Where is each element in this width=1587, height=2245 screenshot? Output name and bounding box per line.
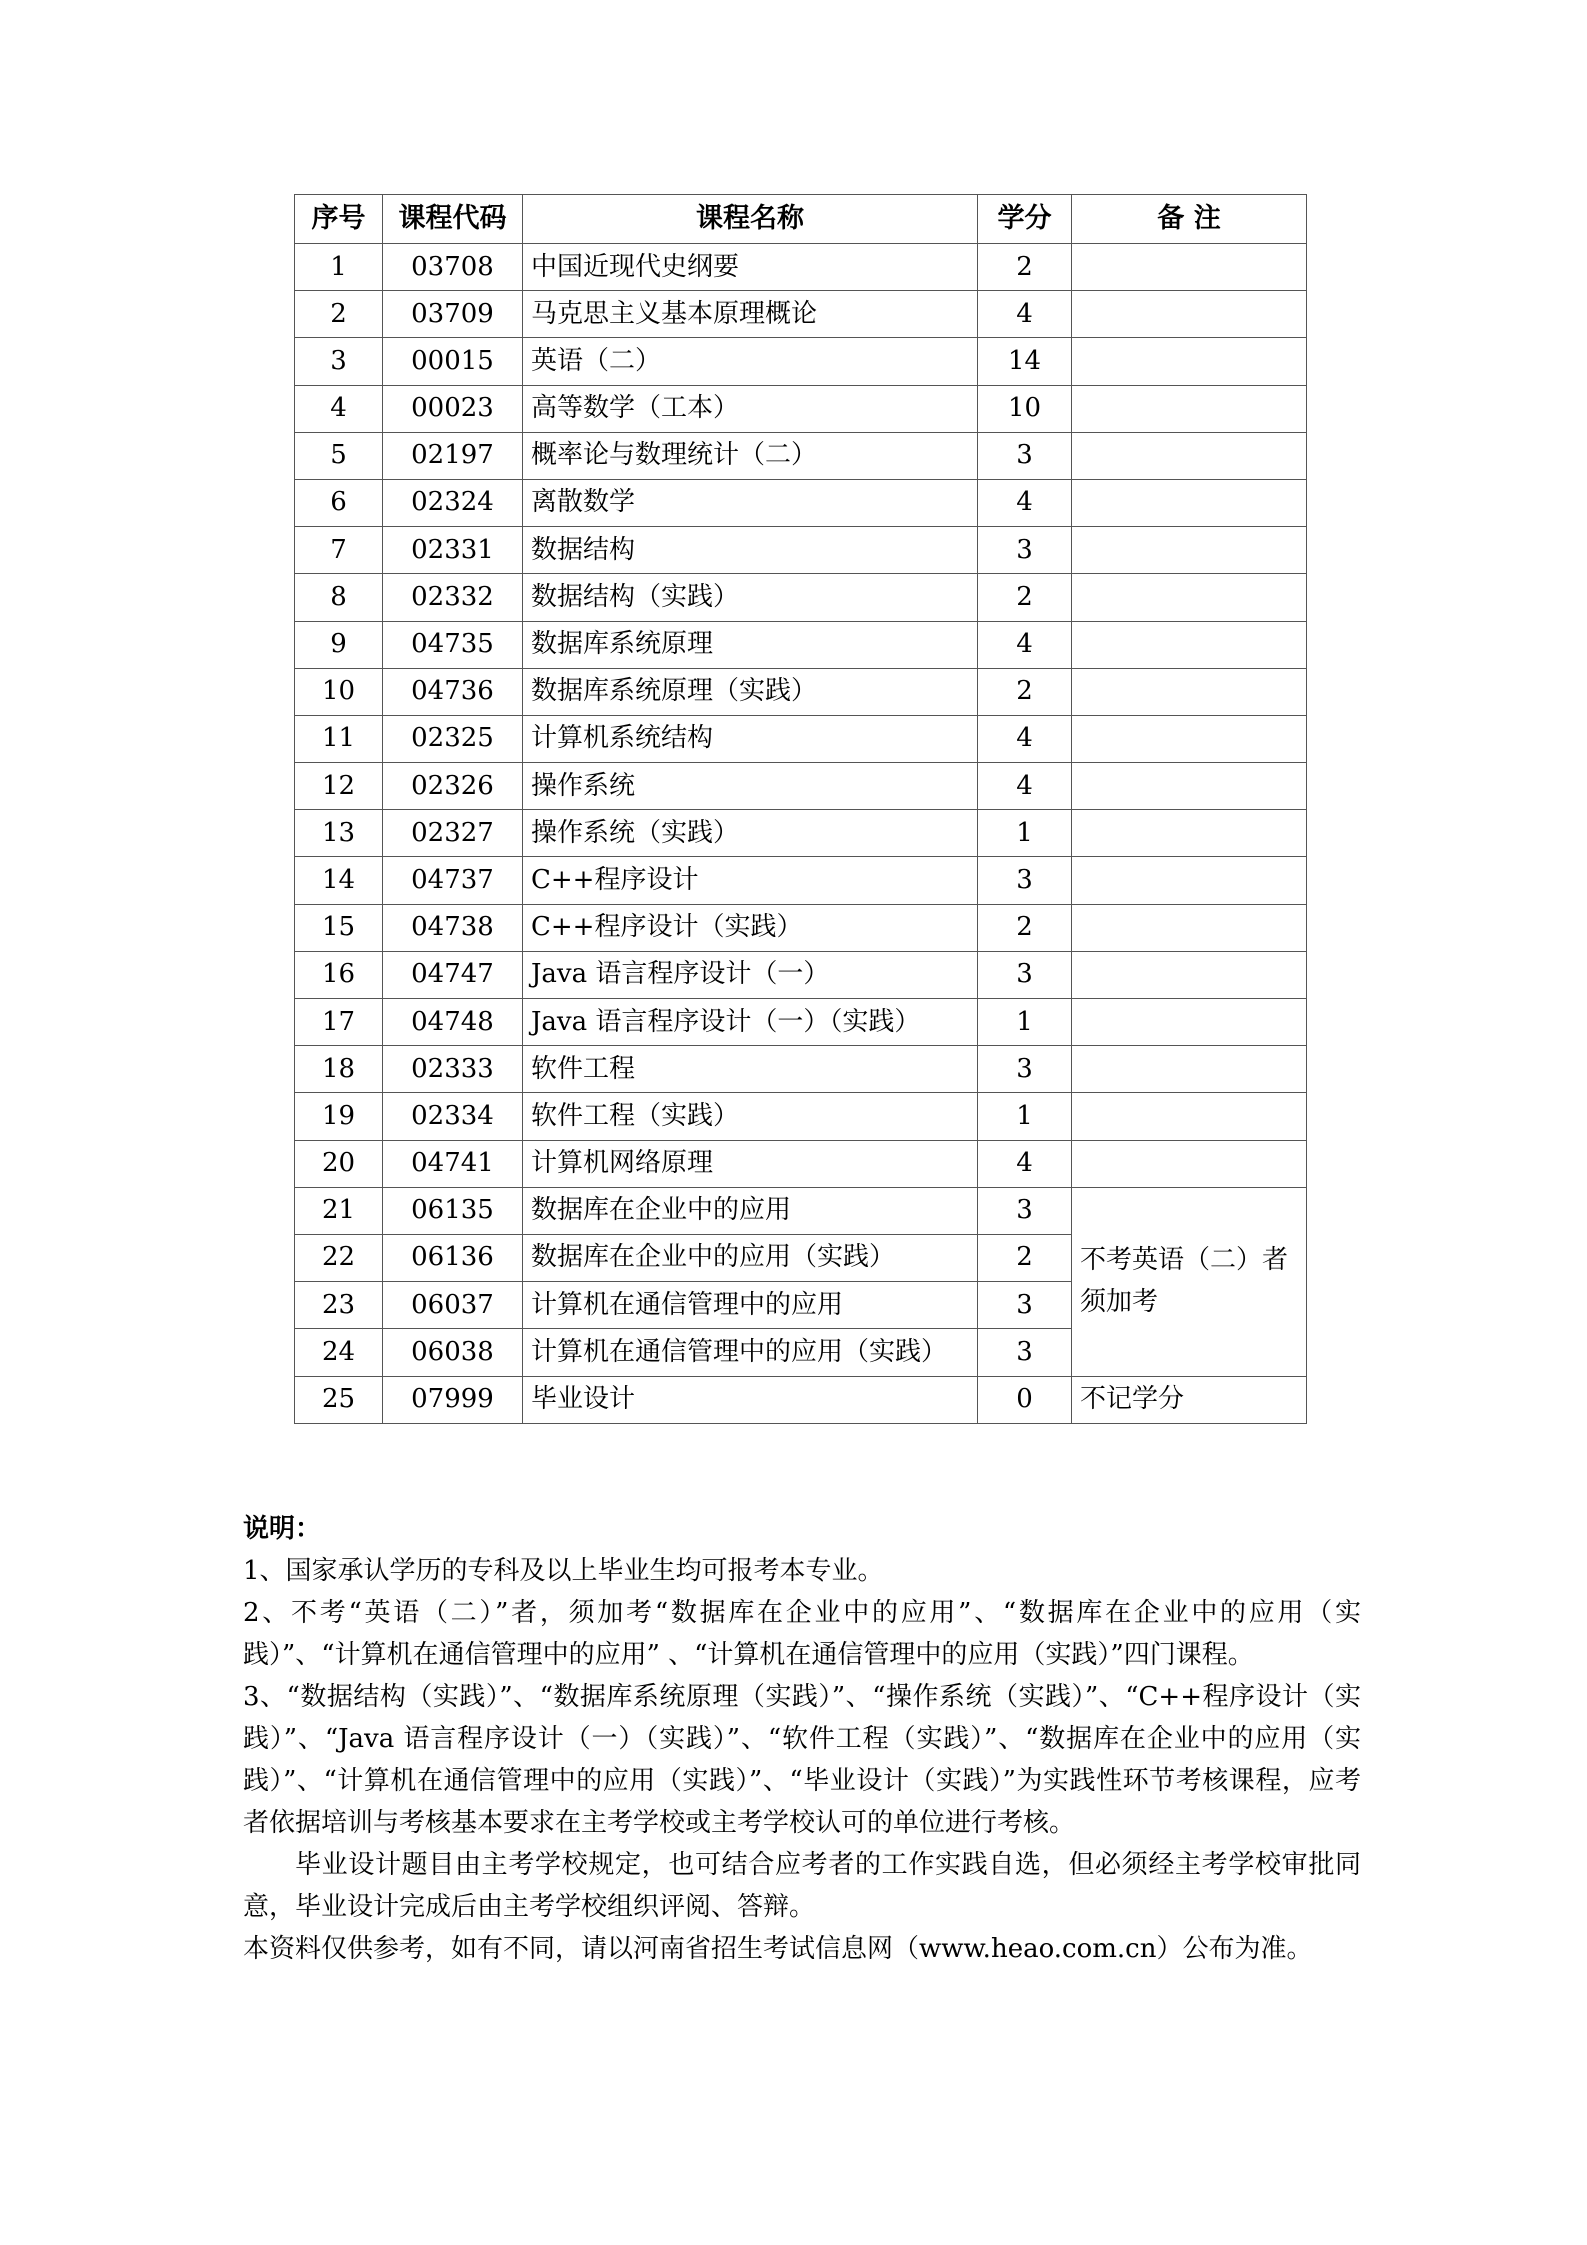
cell-credit: 1 <box>978 1093 1072 1140</box>
cell-code: 04735 <box>383 621 523 668</box>
cell-name: 操作系统 <box>523 763 978 810</box>
cell-name: 概率论与数理统计（二） <box>523 432 978 479</box>
header-note: 备 注 <box>1072 195 1307 244</box>
table-row <box>295 385 1307 432</box>
cell-no: 23 <box>295 1282 383 1329</box>
cell-code: 06037 <box>383 1282 523 1329</box>
table-row <box>295 999 1307 1046</box>
table-row <box>295 621 1307 668</box>
cell-name: 计算机在通信管理中的应用（实践） <box>523 1329 978 1376</box>
cell-code: 07999 <box>383 1376 523 1423</box>
cell-note <box>1072 668 1307 715</box>
cell-note <box>1072 810 1307 857</box>
cell-credit: 3 <box>978 1329 1072 1376</box>
cell-credit: 14 <box>978 338 1072 385</box>
cell-name: Java 语言程序设计（一）（实践） <box>523 999 978 1046</box>
cell-name: 操作系统（实践） <box>523 810 978 857</box>
cell-note <box>1072 715 1307 762</box>
header-name: 课程名称 <box>523 195 978 244</box>
cell-code: 02327 <box>383 810 523 857</box>
table-row <box>295 432 1307 479</box>
cell-note-merged: 不考英语（二）者须加考 <box>1072 1187 1307 1376</box>
cell-credit: 2 <box>978 668 1072 715</box>
table-row <box>295 1376 1307 1423</box>
cell-no: 16 <box>295 951 383 998</box>
cell-code: 06136 <box>383 1234 523 1281</box>
cell-code: 02331 <box>383 527 523 574</box>
cell-code: 02324 <box>383 479 523 526</box>
table-row <box>295 904 1307 951</box>
cell-note <box>1072 621 1307 668</box>
cell-credit: 4 <box>978 1140 1072 1187</box>
cell-note <box>1072 999 1307 1046</box>
course-table <box>294 194 1307 1424</box>
cell-name: 计算机系统结构 <box>523 715 978 762</box>
cell-no: 17 <box>295 999 383 1046</box>
table-row <box>295 1187 1307 1234</box>
cell-code: 02334 <box>383 1093 523 1140</box>
cell-no: 22 <box>295 1234 383 1281</box>
cell-code: 00015 <box>383 338 523 385</box>
cell-no: 8 <box>295 574 383 621</box>
cell-note <box>1072 291 1307 338</box>
table-row <box>295 527 1307 574</box>
cell-name: 计算机网络原理 <box>523 1140 978 1187</box>
cell-name: 数据库系统原理 <box>523 621 978 668</box>
table-row <box>295 1093 1307 1140</box>
cell-name: 马克思主义基本原理概论 <box>523 291 978 338</box>
cell-name: 计算机在通信管理中的应用 <box>523 1282 978 1329</box>
note-item-4: 毕业设计题目由主考学校规定，也可结合应考者的工作实践自选，但必须经主考学校审批同意，毕业设计完成后由主考学校组织评阅、答辩。 <box>243 1850 1361 1922</box>
note-item-3: 3、“数据结构（实践）”、“数据库系统原理（实践）”、“操作系统（实践）”、“C++程序设计（实践）”、“Java 语言程序设计（一）（实践）”、“软件工程（实践）”、“数据库在企业中的应用（实践）”、“计算机在通信管理中的应用（实践）”、“毕业设计（实践）”为实践性环节考核课程，应考者依据培训与考核基本要求在主考学校或主考学校认可的单位进行考核。 <box>243 1682 1361 1838</box>
cell-credit: 10 <box>978 385 1072 432</box>
cell-note <box>1072 763 1307 810</box>
cell-no: 18 <box>295 1046 383 1093</box>
notes-heading: 说明： <box>243 1514 322 1544</box>
cell-credit: 4 <box>978 291 1072 338</box>
table-row <box>295 951 1307 998</box>
cell-note <box>1072 338 1307 385</box>
cell-code: 02326 <box>383 763 523 810</box>
note-item-2: 2、不考“英语（二）”者，须加考“数据库在企业中的应用”、“数据库在企业中的应用（实践）”、“计算机在通信管理中的应用” 、“计算机在通信管理中的应用（实践）”四门课程。 <box>243 1598 1361 1670</box>
cell-note <box>1072 1093 1307 1140</box>
cell-note <box>1072 951 1307 998</box>
table-row <box>295 574 1307 621</box>
table-row <box>295 479 1307 526</box>
cell-no: 5 <box>295 432 383 479</box>
cell-credit: 1 <box>978 999 1072 1046</box>
cell-credit: 4 <box>978 715 1072 762</box>
cell-code: 03708 <box>383 244 523 291</box>
table-row <box>295 857 1307 904</box>
table-row <box>295 338 1307 385</box>
table-row <box>295 763 1307 810</box>
table-row <box>295 1046 1307 1093</box>
note-item-1: 1、国家承认学历的专科及以上毕业生均可报考本专业。 <box>243 1556 884 1586</box>
cell-no: 14 <box>295 857 383 904</box>
cell-note <box>1072 527 1307 574</box>
cell-no: 25 <box>295 1376 383 1423</box>
cell-no: 10 <box>295 668 383 715</box>
cell-code: 04741 <box>383 1140 523 1187</box>
cell-credit: 4 <box>978 621 1072 668</box>
cell-credit: 3 <box>978 857 1072 904</box>
cell-credit: 4 <box>978 479 1072 526</box>
cell-name: 中国近现代史纲要 <box>523 244 978 291</box>
cell-name: C++程序设计（实践） <box>523 904 978 951</box>
cell-no: 20 <box>295 1140 383 1187</box>
cell-no: 9 <box>295 621 383 668</box>
cell-credit: 4 <box>978 763 1072 810</box>
cell-credit: 3 <box>978 432 1072 479</box>
cell-name: 英语（二） <box>523 338 978 385</box>
cell-no: 3 <box>295 338 383 385</box>
table-row <box>295 291 1307 338</box>
cell-name: C++程序设计 <box>523 857 978 904</box>
cell-note <box>1072 1140 1307 1187</box>
cell-code: 04747 <box>383 951 523 998</box>
table-row <box>295 244 1307 291</box>
table-body <box>295 244 1307 1424</box>
cell-code: 06038 <box>383 1329 523 1376</box>
cell-no: 21 <box>295 1187 383 1234</box>
cell-no: 24 <box>295 1329 383 1376</box>
cell-code: 06135 <box>383 1187 523 1234</box>
cell-code: 00023 <box>383 385 523 432</box>
cell-credit: 3 <box>978 1187 1072 1234</box>
cell-code: 02197 <box>383 432 523 479</box>
cell-credit: 0 <box>978 1376 1072 1423</box>
cell-note <box>1072 1046 1307 1093</box>
cell-name: 数据库系统原理（实践） <box>523 668 978 715</box>
cell-name: 软件工程（实践） <box>523 1093 978 1140</box>
cell-note <box>1072 857 1307 904</box>
cell-code: 02332 <box>383 574 523 621</box>
disclaimer: 本资料仅供参考，如有不同，请以河南省招生考试信息网（www.heao.com.cn）公布为准。 <box>243 1934 1313 1964</box>
cell-name: 数据库在企业中的应用（实践） <box>523 1234 978 1281</box>
table-row <box>295 715 1307 762</box>
table-header-row <box>295 195 1307 244</box>
cell-name: 高等数学（工本） <box>523 385 978 432</box>
cell-no: 1 <box>295 244 383 291</box>
cell-credit: 3 <box>978 1046 1072 1093</box>
cell-code: 04748 <box>383 999 523 1046</box>
cell-note: 不记学分 <box>1072 1376 1307 1423</box>
cell-name: Java 语言程序设计（一） <box>523 951 978 998</box>
table-row <box>295 810 1307 857</box>
cell-credit: 2 <box>978 244 1072 291</box>
cell-no: 19 <box>295 1093 383 1140</box>
table-row <box>295 1140 1307 1187</box>
cell-name: 数据结构 <box>523 527 978 574</box>
cell-credit: 3 <box>978 527 1072 574</box>
cell-code: 02333 <box>383 1046 523 1093</box>
header-credit: 学分 <box>978 195 1072 244</box>
cell-name: 数据库在企业中的应用 <box>523 1187 978 1234</box>
cell-no: 15 <box>295 904 383 951</box>
table-row <box>295 668 1307 715</box>
cell-name: 数据结构（实践） <box>523 574 978 621</box>
cell-code: 03709 <box>383 291 523 338</box>
cell-note <box>1072 244 1307 291</box>
cell-name: 离散数学 <box>523 479 978 526</box>
cell-name: 毕业设计 <box>523 1376 978 1423</box>
cell-no: 11 <box>295 715 383 762</box>
cell-note <box>1072 385 1307 432</box>
cell-credit: 2 <box>978 904 1072 951</box>
cell-code: 04737 <box>383 857 523 904</box>
header-code: 课程代码 <box>383 195 523 244</box>
cell-note <box>1072 904 1307 951</box>
cell-credit: 3 <box>978 951 1072 998</box>
cell-no: 2 <box>295 291 383 338</box>
cell-no: 6 <box>295 479 383 526</box>
cell-no: 7 <box>295 527 383 574</box>
notes-section <box>243 1508 1361 1970</box>
cell-code: 02325 <box>383 715 523 762</box>
cell-note <box>1072 574 1307 621</box>
cell-note <box>1072 432 1307 479</box>
cell-credit: 2 <box>978 574 1072 621</box>
cell-no: 12 <box>295 763 383 810</box>
cell-code: 04738 <box>383 904 523 951</box>
cell-name: 软件工程 <box>523 1046 978 1093</box>
cell-credit: 1 <box>978 810 1072 857</box>
cell-note <box>1072 479 1307 526</box>
cell-credit: 2 <box>978 1234 1072 1281</box>
cell-code: 04736 <box>383 668 523 715</box>
header-no: 序号 <box>295 195 383 244</box>
cell-no: 13 <box>295 810 383 857</box>
cell-no: 4 <box>295 385 383 432</box>
cell-credit: 3 <box>978 1282 1072 1329</box>
